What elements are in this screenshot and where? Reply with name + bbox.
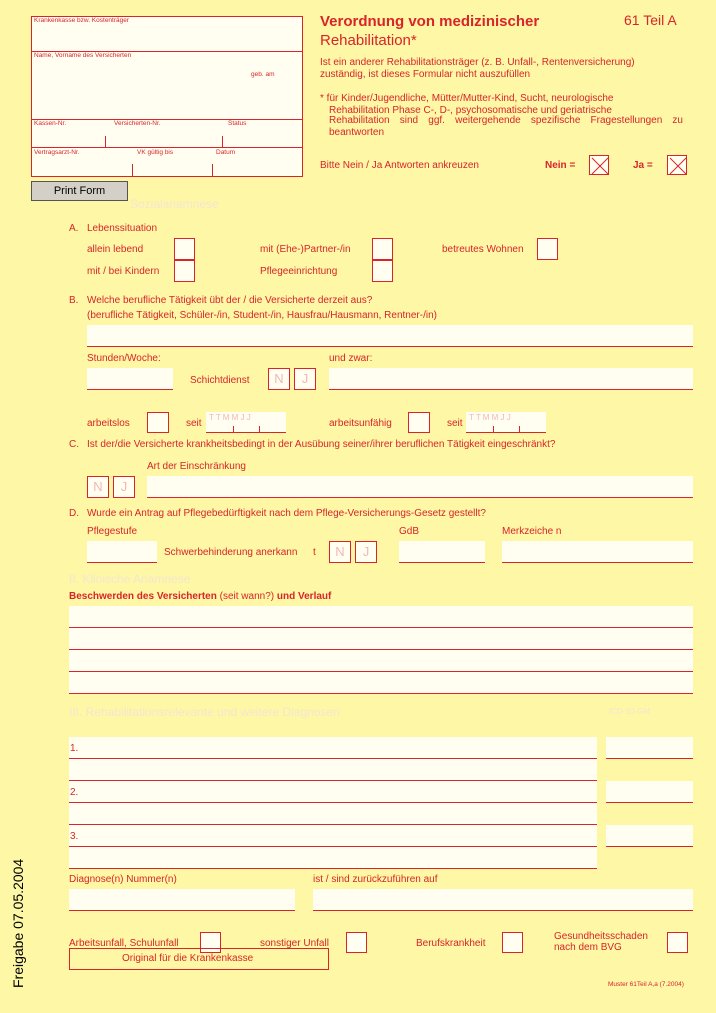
diagnose-nummer-label: Diagnose(n) Nummer(n) bbox=[69, 874, 177, 885]
diagnose-nummer-field[interactable] bbox=[69, 889, 295, 911]
note-line-1: Ist ein anderer Rehabilitationsträger (z. B. Unfall-, Rentenversicherung) bbox=[320, 57, 635, 68]
gdb-field[interactable] bbox=[399, 541, 485, 563]
divider bbox=[519, 426, 520, 433]
divider bbox=[31, 147, 303, 148]
section-d-label: D. bbox=[69, 508, 79, 519]
art-label: Art der Einschränkung bbox=[147, 461, 246, 472]
divider bbox=[31, 119, 303, 120]
partner-checkbox[interactable] bbox=[372, 238, 393, 260]
diagnose-1-field[interactable] bbox=[69, 737, 597, 759]
original-label: Original für die Krankenkasse bbox=[122, 953, 254, 964]
schicht-label: Schichtdienst bbox=[190, 375, 250, 386]
beschwerden-normal: (seit wann?) bbox=[216, 591, 277, 602]
geb-label: geb. am bbox=[251, 71, 275, 78]
vertragsarzt-label: Vertragsarzt-Nr. bbox=[34, 149, 80, 156]
beschwerden-bold-1: Beschwerden des Versicherten bbox=[69, 591, 217, 602]
betreutes-checkbox[interactable] bbox=[537, 238, 558, 260]
nein-legend-label: Nein = bbox=[545, 160, 576, 171]
beschwerden-line-3[interactable] bbox=[69, 650, 693, 672]
kassen-nr-label: Kassen-Nr. bbox=[34, 120, 67, 127]
kinder-checkbox[interactable] bbox=[174, 260, 195, 282]
nein-legend-box bbox=[589, 155, 609, 175]
diagnose-2-label: 2. bbox=[70, 787, 79, 798]
eingeschraenkt-nein-box[interactable]: N bbox=[87, 476, 109, 498]
divider bbox=[132, 164, 133, 177]
schwer-label: Schwerbehinderung anerkann bbox=[164, 547, 298, 558]
status-label: Status bbox=[228, 120, 247, 127]
divider bbox=[493, 426, 494, 433]
pflege-label: Pflegeeinrichtung bbox=[260, 266, 338, 277]
divider bbox=[233, 426, 234, 433]
allein-checkbox[interactable] bbox=[174, 238, 195, 260]
merkzeichen-label: Merkzeiche n bbox=[502, 526, 562, 537]
datum-label: Datum bbox=[216, 149, 236, 156]
date-placeholder-1: T T M M J J bbox=[209, 413, 251, 422]
pflege-checkbox[interactable] bbox=[372, 260, 393, 282]
section-a-label: A. bbox=[69, 223, 79, 234]
vk-label: VK gültig bis bbox=[137, 149, 174, 156]
icd-3-field[interactable] bbox=[606, 825, 693, 847]
diagnose-2-field-2[interactable] bbox=[69, 803, 597, 825]
icd-1-field[interactable] bbox=[606, 737, 693, 759]
betreutes-label: betreutes Wohnen bbox=[442, 244, 524, 255]
arbeitsunfaehig-label: arbeitsunfähig bbox=[329, 418, 392, 429]
arbeitsunfaehig-checkbox[interactable] bbox=[408, 412, 430, 433]
beschwerden-line-4[interactable] bbox=[69, 672, 693, 694]
versicherten-nr-label: Versicherten-Nr. bbox=[114, 120, 161, 127]
section-c-label: C. bbox=[69, 439, 79, 450]
ghost-heading-diagnosen: III. Rehabilitationsrelevante und weitere Diagnosen bbox=[69, 705, 340, 719]
section-b-label: B. bbox=[69, 295, 79, 306]
arbeitslos-checkbox[interactable] bbox=[147, 412, 169, 433]
section-c-question: Ist der/die Versicherte krankheitsbedingt in der Ausübung seiner/ihrer beruflichen Tätigkeit eingeschränkt? bbox=[87, 439, 556, 450]
schicht-ja-box[interactable]: J bbox=[294, 368, 316, 390]
section-d-question: Wurde ein Antrag auf Pflegebedürftigkeit nach dem Pflege-Versicherungs-Gesetz gestellt? bbox=[87, 508, 486, 519]
icd-2-field[interactable] bbox=[606, 781, 693, 803]
star-line-3: Rehabilitation sind ggf. weitergehende spezifische Fragestellungen zu bbox=[329, 115, 683, 126]
star-line-2: Rehabilitation Phase C-, D-, psychosomatische und geriatrische bbox=[329, 105, 612, 116]
schwer-nein-box[interactable]: N bbox=[329, 541, 351, 563]
allein-label: allein lebend bbox=[87, 244, 144, 255]
eingeschraenkt-ja-box[interactable]: J bbox=[113, 476, 135, 498]
zurueck-label: ist / sind zurückzuführen auf bbox=[313, 874, 438, 885]
form-title: Verordnung von medizinischer bbox=[320, 13, 540, 30]
arbeitslos-label: arbeitslos bbox=[87, 418, 130, 429]
section-a-title: Lebenssituation bbox=[87, 223, 158, 234]
cross-icon bbox=[668, 156, 688, 176]
seit-label-1: seit bbox=[186, 418, 202, 429]
original-box bbox=[69, 948, 329, 970]
stunden-label: Stunden/Woche: bbox=[87, 353, 161, 364]
diagnose-1-label: 1. bbox=[70, 743, 79, 754]
divider bbox=[212, 164, 213, 177]
seit-label-2: seit bbox=[447, 418, 463, 429]
star-line-1: * für Kinder/Jugendliche, Mütter/Mutter-Kind, Sucht, neurologische bbox=[320, 93, 614, 104]
merkzeichen-field[interactable] bbox=[502, 541, 693, 563]
diagnose-3-field-2[interactable] bbox=[69, 847, 597, 869]
gesundheit-checkbox[interactable] bbox=[667, 932, 688, 953]
ja-legend-label: Ja = bbox=[633, 160, 653, 171]
print-form-button[interactable]: Print Form bbox=[31, 181, 128, 201]
date-placeholder-2: T T M M J J bbox=[469, 413, 511, 422]
cross-icon bbox=[590, 156, 610, 176]
diagnose-3-label: 3. bbox=[70, 831, 79, 842]
form-number: 61 Teil A bbox=[624, 12, 677, 28]
pflegestufe-label: Pflegestufe bbox=[87, 526, 138, 537]
berufskrankheit-label: Berufskrankheit bbox=[416, 938, 486, 949]
und-zwar-label: und zwar: bbox=[329, 353, 373, 364]
star-line-4: beantworten bbox=[329, 127, 385, 138]
name-label: Name, Vorname des Versicherten bbox=[34, 52, 132, 59]
zurueck-field[interactable] bbox=[313, 889, 693, 911]
partner-label: mit (Ehe-)Partner-/in bbox=[260, 244, 351, 255]
beruf-field[interactable] bbox=[87, 325, 693, 347]
diagnose-1-field-2[interactable] bbox=[69, 759, 597, 781]
und-zwar-field[interactable] bbox=[329, 368, 693, 390]
beschwerden-line-2[interactable] bbox=[69, 628, 693, 650]
art-field[interactable] bbox=[147, 476, 693, 498]
sonstiger-label: sonstiger Unfall bbox=[260, 938, 329, 949]
gesundheit-label-2: nach dem BVG bbox=[554, 942, 622, 953]
ja-legend-box bbox=[667, 155, 687, 175]
gdb-label: GdB bbox=[399, 526, 420, 537]
schwer-t-label: t bbox=[313, 547, 316, 558]
ghost-icd: ICD-10-GM bbox=[609, 707, 650, 716]
freigabe-text: Freigabe 07.05.2004 bbox=[10, 858, 26, 988]
divider bbox=[259, 426, 260, 433]
section-b-question: Welche berufliche Tätigkeit übt der / die Versicherte derzeit aus? bbox=[87, 295, 373, 306]
form-subtitle: Rehabilitation* bbox=[320, 32, 417, 49]
diagnose-3-field[interactable] bbox=[69, 825, 597, 847]
diagnose-2-field[interactable] bbox=[69, 781, 597, 803]
schwer-ja-box[interactable]: J bbox=[355, 541, 377, 563]
gesundheit-label-1: Gesundheitsschaden bbox=[554, 931, 648, 942]
beschwerden-heading bbox=[69, 591, 331, 602]
note-line-2: zuständig, ist dieses Formular nicht auszufüllen bbox=[320, 69, 531, 80]
arbeitsunfall-label: Arbeitsunfall, Schulunfall bbox=[69, 938, 179, 949]
kinder-label: mit / bei Kindern bbox=[87, 266, 160, 277]
stunden-field[interactable] bbox=[87, 368, 173, 390]
schicht-nein-box[interactable]: N bbox=[268, 368, 290, 390]
answer-hint: Bitte Nein / Ja Antworten ankreuzen bbox=[320, 160, 479, 171]
section-b-hint: (berufliche Tätigkeit, Schüler-/in, Student-/in, Hausfrau/Hausmann, Rentner-/in) bbox=[87, 310, 437, 321]
divider bbox=[222, 136, 223, 147]
ghost-heading-klinisch: II. Klinische Anamnese bbox=[69, 572, 191, 586]
pflegestufe-field[interactable] bbox=[87, 541, 157, 563]
divider bbox=[105, 136, 106, 147]
beschwerden-line-1[interactable] bbox=[69, 606, 693, 628]
berufskrankheit-checkbox[interactable] bbox=[502, 932, 523, 953]
beschwerden-bold-2: und Verlauf bbox=[276, 591, 332, 602]
muster-label: Muster 61Teil A,a (7.2004) bbox=[608, 981, 684, 988]
ghost-heading-sozial: Sozialanamnese bbox=[130, 197, 219, 211]
kasse-label: Krankenkasse bzw. Kostenträger bbox=[34, 17, 130, 24]
sonstiger-checkbox[interactable] bbox=[346, 932, 367, 953]
